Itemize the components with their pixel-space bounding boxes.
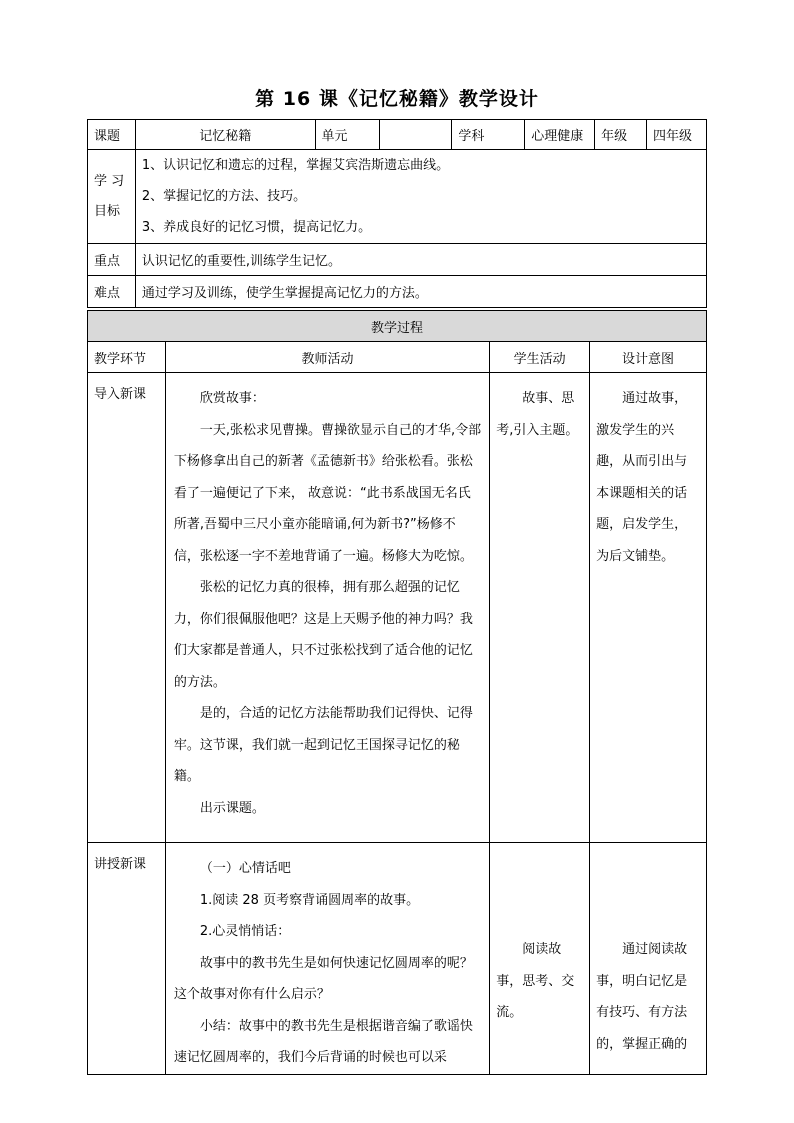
design-intent-text: 通过阅读故事，明白记忆是有技巧、有方法的，掌握正确的 bbox=[596, 942, 688, 1052]
table-row bbox=[88, 373, 707, 843]
unit-value bbox=[380, 120, 452, 150]
objective-item: 3、养成良好的记忆习惯，提高记忆力。 bbox=[141, 220, 372, 235]
column-header-intent: 设计意图 bbox=[590, 342, 707, 373]
column-header-student: 学生活动 bbox=[490, 342, 590, 373]
objectives-content bbox=[135, 150, 706, 244]
student-activity-text: 故事、思考,引入主题。 bbox=[496, 391, 579, 438]
objectives-label-line-1: 学 习 bbox=[94, 173, 125, 189]
course-label: 课题 bbox=[88, 120, 136, 150]
objectives-label bbox=[88, 150, 136, 244]
objective-item: 2、掌握记忆的方法、技巧。 bbox=[141, 189, 307, 204]
column-header-teacher: 教师活动 bbox=[165, 342, 489, 373]
key-point-value: 认识记忆的重要性,训练学生记忆。 bbox=[135, 244, 706, 276]
document-title: 第 16 课《记忆秘籍》教学设计 bbox=[255, 88, 539, 110]
column-header-stage: 教学环节 bbox=[88, 342, 166, 373]
design-intent-cell bbox=[590, 373, 707, 843]
design-intent-text: 通过故事，激发学生的兴趣，从而引出与本课题相关的话题，启发学生，为后文铺垫。 bbox=[596, 391, 688, 564]
teacher-paragraph: （一）心情话吧 bbox=[199, 861, 291, 876]
subject-value: 心理健康 bbox=[525, 120, 595, 150]
key-point-label: 重点 bbox=[88, 244, 136, 276]
student-activity-cell bbox=[490, 373, 590, 843]
student-activity-text: 阅读故事，思考、交流。 bbox=[496, 942, 575, 1020]
teacher-paragraph: 是的，合适的记忆方法能帮助我们记得快、记得牢。这节课，我们就一起到记忆王国探寻记忆的秘籍。 bbox=[173, 706, 473, 784]
objective-item: 1、认识记忆和遗忘的过程，掌握艾宾浩斯遗忘曲线。 bbox=[141, 158, 450, 173]
teacher-activity-cell bbox=[165, 843, 489, 1075]
table-row bbox=[88, 843, 707, 1075]
subject-label: 学科 bbox=[452, 120, 525, 150]
design-intent-cell bbox=[590, 843, 707, 1075]
info-table bbox=[87, 119, 707, 308]
unit-label: 单元 bbox=[315, 120, 380, 150]
stage-cell: 导入新课 bbox=[88, 373, 166, 843]
difficulty-label: 难点 bbox=[88, 276, 136, 308]
teacher-paragraph: 1.阅读 28 页考察背诵圆周率的故事。 bbox=[199, 892, 420, 908]
course-value: 记忆秘籍 bbox=[135, 120, 315, 150]
teacher-paragraph: 张松的记忆力真的很棒，拥有那么超强的记忆力，你们很佩服他吧？这是上天赐予他的神力吗？我们大家都是普通人，只不过张松找到了适合他的记忆的方法。 bbox=[173, 580, 473, 690]
objectives-label-line-2: 目标 bbox=[94, 203, 121, 219]
process-header: 教学过程 bbox=[88, 311, 707, 342]
student-activity-cell bbox=[490, 843, 590, 1075]
teacher-paragraph: 故事中的教书先生是如何快速记忆圆周率的呢？这个故事对你有什么启示？ bbox=[173, 955, 473, 1002]
teacher-paragraph: 欣赏故事： bbox=[199, 391, 265, 406]
teacher-paragraph: 一天,张松求见曹操。曹操欲显示自己的才华,令部下杨修拿出自己的新著《孟德新书》给张松看。张松看了一遍便记了下来， 故意说：“此书系战国无名氏所著,吾蜀中三尺小童亦能暗诵,何为新书?”杨修不信，张松逐一字不差地背诵了一遍。杨修大为吃惊。 bbox=[173, 422, 482, 564]
teacher-paragraph: 出示课题。 bbox=[199, 800, 265, 816]
difficulty-value: 通过学习及训练，使学生掌握提高记忆力的方法。 bbox=[135, 276, 706, 308]
teacher-paragraph: 小结：故事中的教书先生是根据谐音编了歌谣快速记忆圆周率的，我们今后背诵的时候也可以采 bbox=[173, 1018, 473, 1065]
grade-value: 四年级 bbox=[647, 120, 707, 150]
teacher-paragraph: 2.心灵悄悄话： bbox=[199, 924, 291, 939]
stage-cell: 讲授新课 bbox=[88, 843, 166, 1075]
grade-label: 年级 bbox=[595, 120, 647, 150]
process-table bbox=[87, 310, 707, 1075]
teacher-activity-cell bbox=[165, 373, 489, 843]
